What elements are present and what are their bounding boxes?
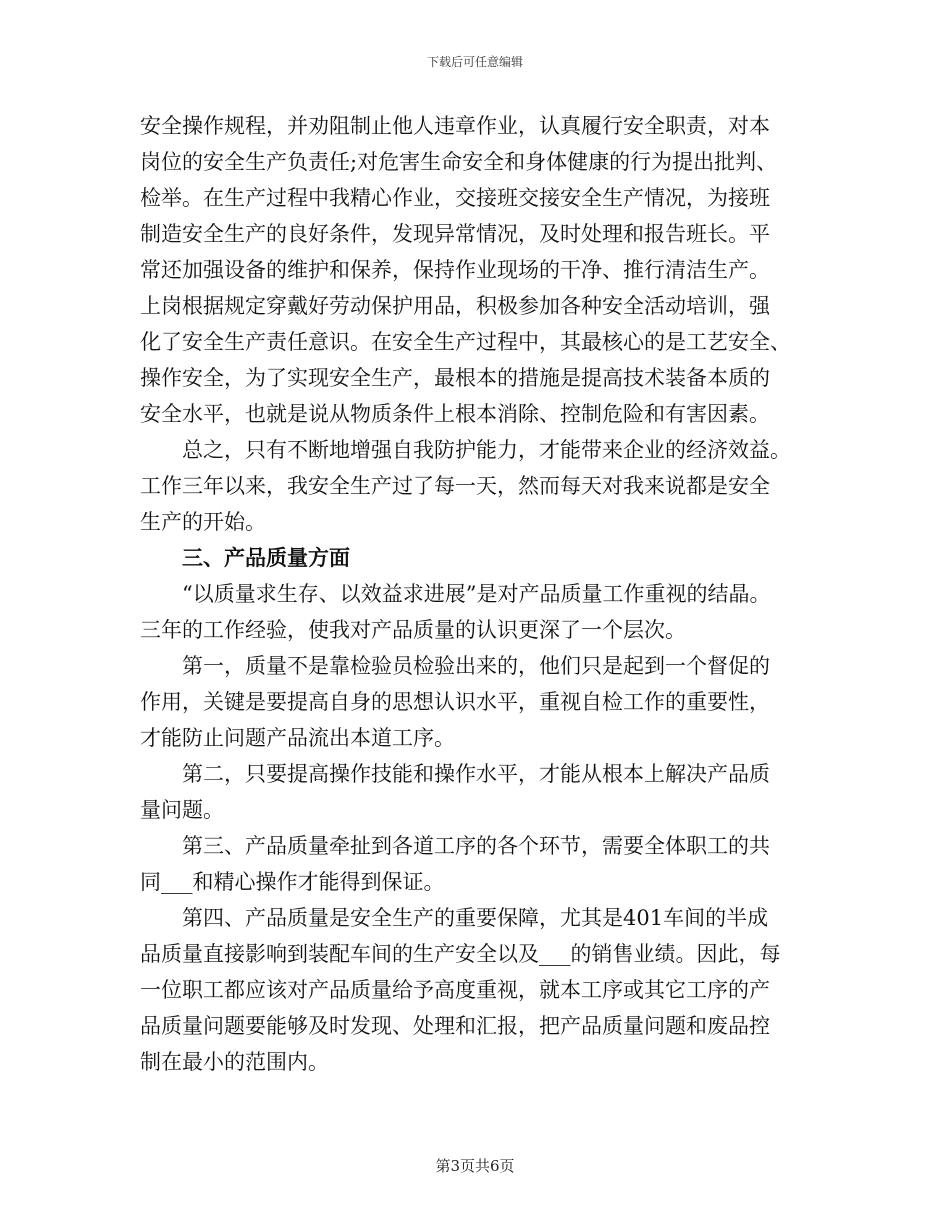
paragraph-line: 品质量问题要能够及时发现、处理和汇报，把产品质量问题和废品控 (140, 1014, 770, 1038)
paragraph-line: 生产的开始。 (140, 510, 266, 534)
paragraph-line: 检举。在生产过程中我精心作业，交接班交接安全生产情况，为接班 (140, 186, 770, 210)
paragraph-line: “以质量求生存、以效益求进展”是对产品质量工作重视的结晶。 (140, 582, 771, 606)
page-header: 下载后可任意编辑 (426, 55, 523, 69)
paragraph-line: 作用，关键是要提高自身的思想认识水平，重视自检工作的重要性， (140, 690, 770, 714)
document-body (140, 108, 820, 1080)
paragraph-line: 总之，只有不断地增强自我防护能力，才能带来企业的经济效益。 (140, 438, 791, 462)
paragraph-line: 品质量直接影响到装配车间的生产安全以及___的销售业绩。因此，每 (140, 942, 781, 966)
paragraph-line: 第一，质量不是靠检验员检验出来的，他们只是起到一个督促的 (140, 654, 770, 678)
paragraph-line: 才能防止问题产品流出本道工序。 (140, 726, 455, 750)
paragraph-line: 岗位的安全生产负责任;对危害生命安全和身体健康的行为提出批判、 (140, 150, 778, 174)
paragraph-line: 同___和精心操作才能得到保证。 (140, 870, 445, 894)
paragraph-line: 第四、产品质量是安全生产的重要保障，尤其是401车间的半成 (140, 906, 769, 930)
paragraph-line: 操作安全，为了实现安全生产，最根本的措施是提高技术装备本质的 (140, 366, 770, 390)
paragraph-line: 上岗根据规定穿戴好劳动保护用品，积极参加各种安全活动培训，强 (140, 294, 770, 318)
paragraph-line: 安全水平，也就是说从物质条件上根本消除、控制危险和有害因素。 (140, 402, 770, 426)
paragraph-line: 常还加强设备的维护和保养，保持作业现场的干净、推行清洁生产。 (140, 258, 770, 282)
paragraph-line: 量问题。 (140, 798, 224, 822)
paragraph-line: 第二，只要提高操作技能和操作水平，才能从根本上解决产品质 (140, 762, 770, 786)
paragraph-line: 三年的工作经验，使我对产品质量的认识更深了一个层次。 (140, 618, 686, 642)
paragraph-line: 安全操作规程，并劝阻制止他人违章作业，认真履行安全职责，对本 (140, 114, 770, 138)
paragraph-line: 一位职工都应该对产品质量给予高度重视，就本工序或其它工序的产 (140, 978, 770, 1002)
page-number: 第3页共6页 (435, 1157, 515, 1175)
paragraph-line: 化了安全生产责任意识。在安全生产过程中，其最核心的是工艺安全、 (140, 330, 791, 354)
paragraph-line: 制在最小的范围内。 (140, 1050, 329, 1074)
section-heading: 三、产品质量方面 (140, 545, 350, 570)
paragraph-line: 制造安全生产的良好条件，发现异常情况，及时处理和报告班长。平 (140, 222, 770, 246)
paragraph-line: 第三、产品质量牵扯到各道工序的各个环节，需要全体职工的共 (140, 834, 770, 858)
paragraph-line: 工作三年以来，我安全生产过了每一天，然而每天对我来说都是安全 (140, 474, 770, 498)
